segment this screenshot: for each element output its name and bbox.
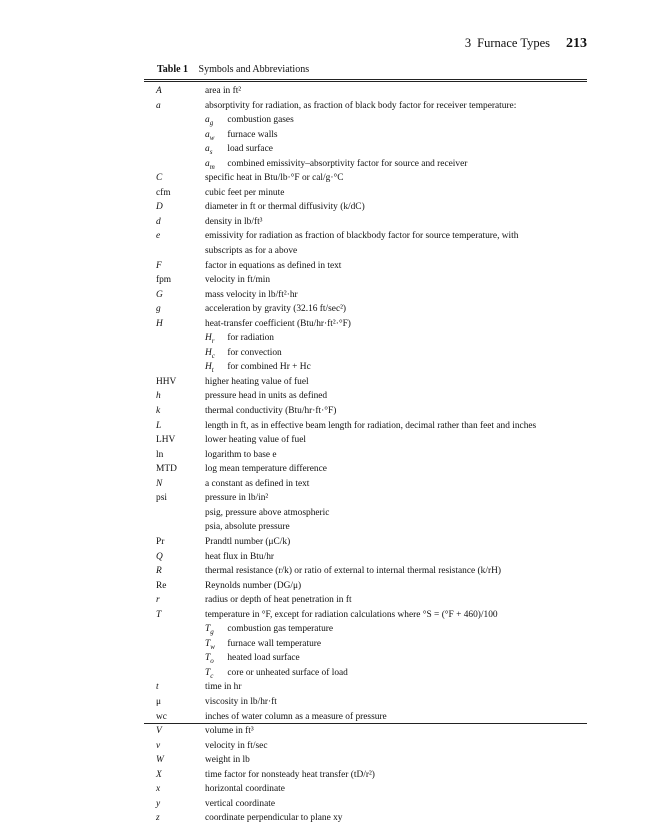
definition-cell: psig, pressure above atmospheric [205,507,330,518]
symbol-cell [145,113,205,128]
table-row [145,710,590,725]
definition-cell: subscripts as for a above [205,246,298,257]
table-row [145,200,590,215]
definition-cell: mass velocity in lb/ft²·hr [205,289,298,300]
table-row [145,739,590,754]
symbol-cell: LHV [156,435,176,446]
definition-cell: velocity in ft/sec [205,740,268,751]
symbol-cell: e [156,231,161,242]
table-row [145,360,590,375]
subscript-symbol: $T_c$ [205,667,214,680]
definition-cell: lower heating value of fuel [205,435,307,446]
definition-cell [205,651,590,666]
symbol-cell [145,346,205,361]
subscript-definition: for combined Hr + Hc [225,362,311,373]
table-row [145,229,590,244]
table-row [145,811,590,826]
running-header [465,36,587,52]
table-row [145,550,590,565]
symbol-cell: k [156,406,161,417]
subscript-symbol: $a_m$ [205,158,215,171]
table-row [145,448,590,463]
table-row [145,142,590,157]
definition-cell: volume in ft³ [205,726,254,737]
symbol-cell: Pr [156,536,165,547]
symbol-cell [145,506,205,521]
definition-cell [205,622,590,637]
symbol-cell: Re [156,580,167,591]
definition-cell: logarithm to base e [205,449,277,460]
definition-cell: specific heat in Btu/lb·°F or cal/g·°C [205,173,344,184]
subscript-symbol: $H_t$ [205,362,214,375]
definition-cell: Prandtl number (μC/k) [205,536,291,547]
definition-cell: thermal conductivity (Btu/hr·ft·°F) [205,406,337,417]
table-title: Symbols and Abbreviations [198,64,310,75]
table-row [145,695,590,710]
symbol-cell: T [156,609,162,620]
symbol-cell [145,128,205,143]
table-row [145,462,590,477]
table-row [145,171,590,186]
table-row [145,564,590,579]
subscript-symbol: $T_w$ [205,638,215,651]
definition-cell: vertical coordinate [205,798,276,809]
subscript-definition: furnace wall temperature [225,638,322,649]
symbol-cell [145,331,205,346]
symbol-cell: fpm [156,275,172,286]
table-row [145,520,590,535]
symbol-cell: g [156,304,161,315]
symbol-cell: cfm [156,187,171,198]
definition-cell: velocity in ft/min [205,275,271,286]
subscript-symbol: $a_s$ [205,144,213,157]
symbol-cell: wc [156,711,167,722]
table-row [145,724,590,739]
symbol-cell [145,520,205,535]
symbol-cell [145,142,205,157]
table-row [145,128,590,143]
definition-cell: a constant as defined in text [205,478,310,489]
symbol-cell: Q [156,551,163,562]
symbol-cell [145,360,205,375]
table-row [145,753,590,768]
subscript-definition: for radiation [225,333,274,344]
definition-cell: radius or depth of heat penetration in ft [205,595,352,606]
definition-cell: length in ft, as in effective beam length for radiation, decimal rather than feet and inches [205,420,537,431]
subscript-definition: combustion gases [225,115,294,126]
definition-cell: log mean temperature difference [205,464,327,475]
subscript-definition: combustion gas temperature [225,624,334,635]
symbol-cell: h [156,391,161,402]
definition-cell: heat flux in Btu/hr [205,551,274,562]
subscript-symbol: $a_w$ [205,129,215,142]
symbol-cell: R [156,566,162,577]
table-row [145,680,590,695]
symbol-cell: t [156,682,159,693]
symbol-cell: r [156,595,160,606]
table-row [145,244,590,259]
symbol-cell: D [156,202,163,213]
symbol-cell [145,637,205,652]
table-row [145,491,590,506]
table-bottom-rule [144,723,587,724]
definition-cell: heat-transfer coefficient (Btu/hr·ft²·°F) [205,318,351,329]
table-row [145,666,590,681]
definition-cell: area in ft² [205,86,242,96]
symbol-cell: v [156,740,161,751]
table-caption [157,64,309,75]
subscript-symbol: $H_c$ [205,347,215,360]
table-row [145,113,590,128]
symbol-cell [145,622,205,637]
table-row [145,317,590,332]
definition-cell: higher heating value of fuel [205,376,309,387]
definition-cell [205,142,590,157]
table-row [145,186,590,201]
definition-cell: absorptivity for radiation, as fraction of black body factor for receiver temperature: [205,100,517,111]
table-row [145,346,590,361]
table-row [145,608,590,623]
table-row [145,506,590,521]
symbol-cell: a [156,100,161,111]
subscript-definition: heated load surface [225,653,300,664]
table-row [145,215,590,230]
subscript-symbol: $T_g$ [205,624,214,637]
table-row [145,157,590,172]
symbol-cell: psi [156,493,167,504]
definition-cell [205,666,590,681]
definition-cell: cubic feet per minute [205,187,285,198]
symbols-table [145,84,590,826]
table-row [145,579,590,594]
table-row [145,331,590,346]
symbol-cell: F [156,260,162,271]
subscript-definition: for convection [225,347,282,358]
definition-cell [205,360,590,375]
symbol-cell: x [156,784,161,795]
symbol-cell [145,666,205,681]
table-row [145,302,590,317]
symbol-cell: μ [156,696,162,707]
table-top-rule-inner [144,81,587,82]
symbol-cell: d [156,216,161,227]
definition-cell [205,157,590,172]
definition-cell: temperature in °F, except for radiation calculations where °S = (°F + 460)/100 [205,609,498,620]
subscript-symbol: $T_o$ [205,653,214,666]
symbol-cell: X [156,769,162,780]
symbol-cell: W [156,755,164,766]
symbol-cell [145,244,205,259]
definition-cell: diameter in ft or thermal diffusivity (k/dC) [205,202,365,213]
definition-cell: thermal resistance (r/k) or ratio of external to internal thermal resistance (k/rH) [205,566,501,577]
table-row [145,637,590,652]
symbol-cell: MTD [156,464,177,475]
table-row [145,273,590,288]
subscript-symbol: $H_r$ [205,333,215,346]
symbol-cell: ln [156,449,164,460]
definition-cell: Reynolds number (DG/μ) [205,580,302,591]
chapter-title: Furnace Types [477,36,550,50]
definition-cell [205,331,590,346]
symbol-cell: V [156,726,162,737]
symbol-cell: H [156,318,163,329]
symbol-cell [145,651,205,666]
definition-cell [205,113,590,128]
definition-cell: acceleration by gravity (32.16 ft/sec²) [205,304,347,315]
definition-cell: psia, absolute pressure [205,522,290,533]
definition-cell: pressure in lb/in² [205,493,269,504]
definition-cell: coordinate perpendicular to plane xy [205,813,343,824]
table-row [145,288,590,303]
table-row [145,768,590,783]
definition-cell: emissivity for radiation as fraction of blackbody factor for source temperature, with [205,231,519,242]
table-row [145,259,590,274]
table-row [145,433,590,448]
table-row [145,535,590,550]
definition-cell: density in lb/ft³ [205,216,263,227]
definition-cell: time in hr [205,682,242,693]
table-row [145,404,590,419]
table-row [145,84,590,99]
subscript-definition: furnace walls [225,129,278,140]
definition-cell: horizontal coordinate [205,784,285,795]
table-row [145,782,590,797]
table-row [145,99,590,114]
symbol-cell: z [156,813,160,824]
symbol-cell: N [156,478,163,489]
definition-cell [205,346,590,361]
subscript-definition: core or unheated surface of load [225,667,348,678]
definition-cell [205,637,590,652]
subscript-definition: combined emissivity–absorptivity factor for source and receiver [225,158,468,169]
table-row [145,593,590,608]
symbol-cell: y [156,798,161,809]
table-top-rule [144,79,587,80]
symbol-cell: G [156,289,163,300]
table-row [145,389,590,404]
definition-cell: inches of water column as a measure of pressure [205,711,387,722]
symbol-cell: A [156,86,162,96]
table-row [145,419,590,434]
definition-cell: factor in equations as defined in text [205,260,342,271]
table-row [145,375,590,390]
subscript-symbol: $a_g$ [205,115,214,127]
definition-cell [205,128,590,143]
definition-cell: viscosity in lb/hr·ft [205,696,277,707]
definition-cell: weight in lb [205,755,250,766]
table-row [145,651,590,666]
definition-cell: time factor for nonsteady heat transfer (tD/r²) [205,769,375,780]
subscript-definition: load surface [225,144,273,155]
table-row [145,477,590,492]
symbol-cell [145,157,205,172]
chapter-number: 3 [464,36,472,50]
table-row [145,622,590,637]
page-number: 213 [566,36,587,51]
symbol-cell: L [156,420,162,431]
symbol-cell: C [156,173,163,184]
symbol-cell: HHV [156,376,177,387]
table-row [145,797,590,812]
table-label: Table 1 [157,64,189,75]
definition-cell: pressure head in units as defined [205,391,328,402]
